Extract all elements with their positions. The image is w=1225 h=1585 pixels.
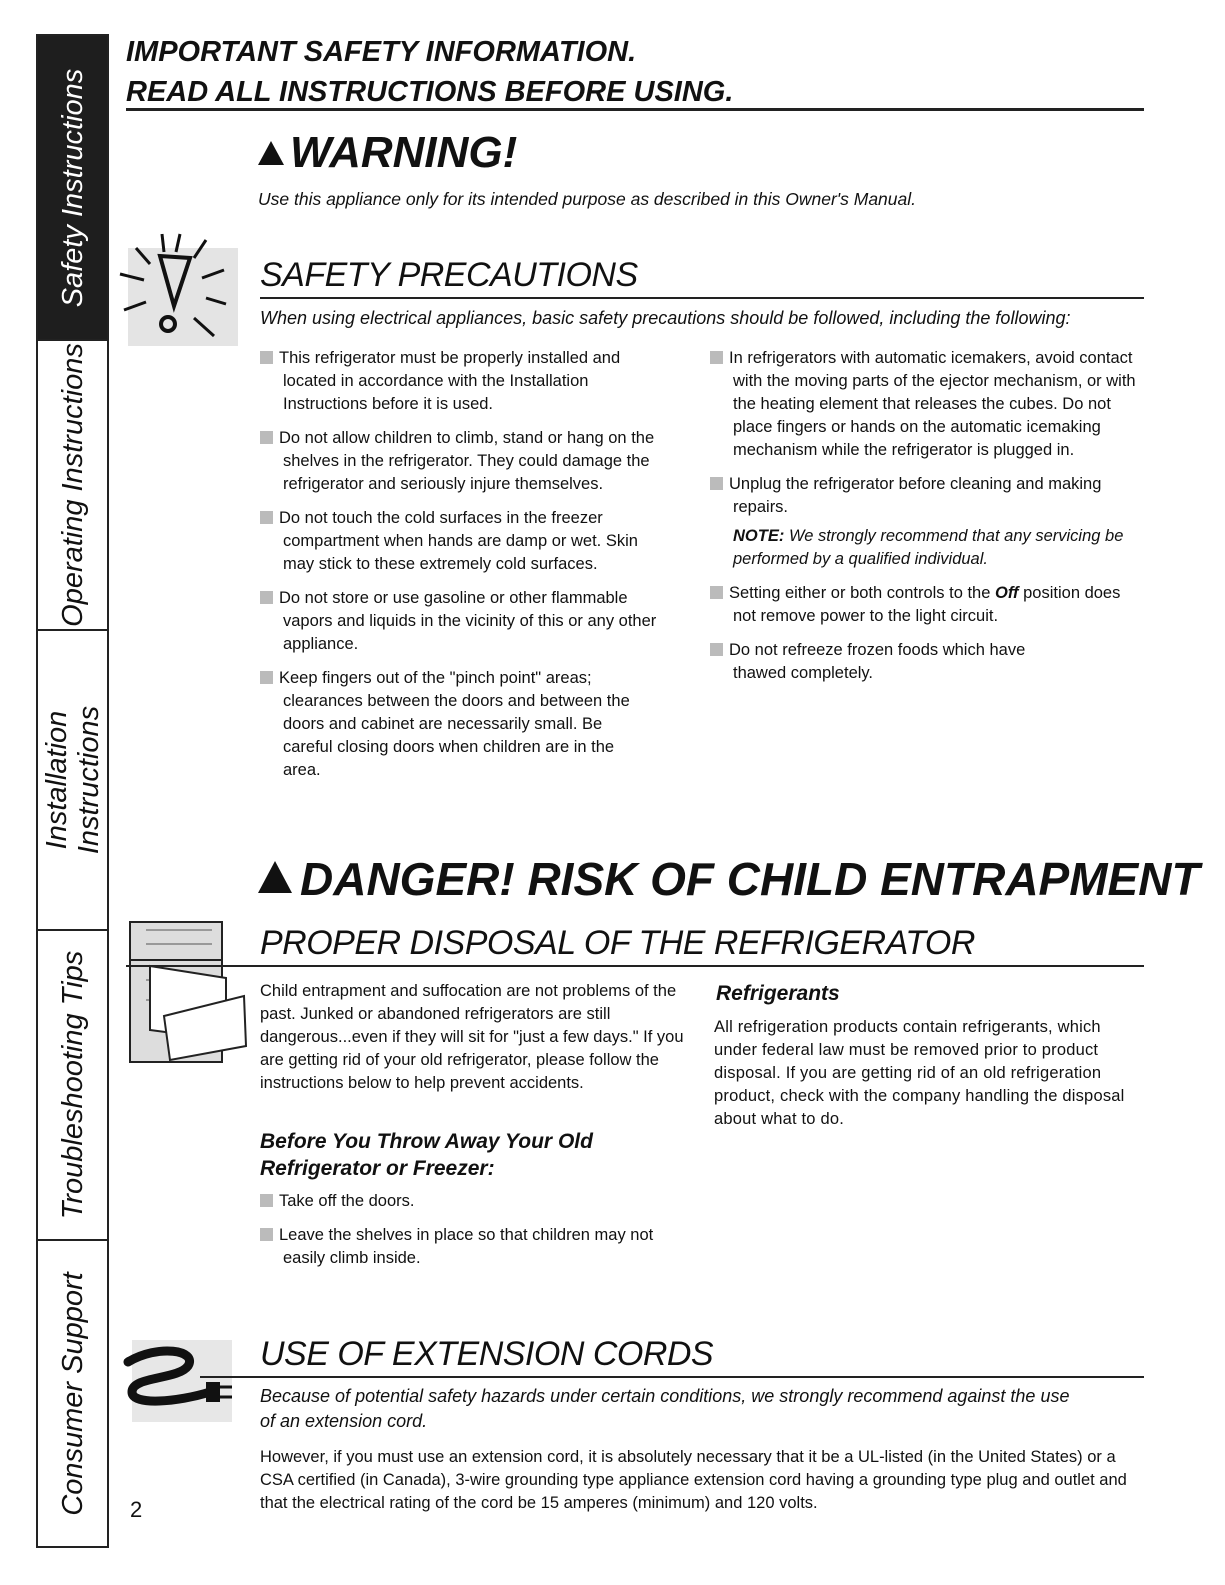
disposal-subhead: Before You Throw Away Your Old Refrigerator or Freezer: — [260, 1130, 593, 1180]
page-header — [126, 32, 733, 112]
list-item: Do not allow children to climb, stand or hang on the shelves in the refrigerator. They could damage the refrigerator and seriously injure themselves. — [260, 427, 670, 496]
item-text: position does not remove power to the light circuit. — [733, 584, 1121, 625]
list-item: This refrigerator must be properly installed and located in accordance with the Installation Instructions before it is used. — [260, 347, 670, 416]
disposal-title: PROPER DISPOSAL OF THE REFRIGERATOR — [260, 924, 975, 962]
exclamation-burst-icon — [118, 228, 248, 348]
tab-installation-instructions[interactable] — [36, 629, 109, 929]
extension-intro: Because of potential safety hazards under certain conditions, we strongly recommend against the use of an extension cord. — [260, 1386, 1070, 1431]
safety-precautions-intro: When using electrical appliances, basic safety precautions should be followed, including the following: — [260, 308, 1071, 328]
disposal-body: Child entrapment and suffocation are not problems of the past. Junked or abandoned refrigerators are still dangerous...even if they will sit for "just a few days." If you are getting rid of your old refrigerator, please follow the instructions below to help prevent accidents. — [260, 982, 684, 1092]
list-item: Take off the doors. — [260, 1190, 690, 1213]
refrigerants-title: Refrigerants — [716, 982, 840, 1005]
extension-body: However, if you must use an extension cord, it is absolutely necessary that it be a UL-listed (in the United States) or a CSA certified (in Canada), 3-wire grounding type appliance extension cord having a grounding type plug and outlet and that the electrical rating of the cord be 15 amperes (minimum) and 120 volts. — [260, 1448, 1127, 1512]
list-item: Do not refreeze frozen foods which have thawed completely. — [710, 639, 1140, 685]
list-item — [710, 582, 1140, 628]
extension-cord-icon — [118, 1336, 242, 1426]
refrigerants-body: All refrigeration products contain refrigerants, which under federal law must be removed prior to product disposal. If you are getting rid of an old refrigeration product, check with the company handling the disposal about what to do. — [714, 1018, 1125, 1128]
precautions-right-column — [710, 347, 1140, 696]
list-item: Leave the shelves in place so that children may not easily climb inside. — [260, 1224, 690, 1270]
tab-operating-instructions[interactable] — [36, 339, 109, 629]
tab-label: Installation Instructions — [40, 705, 105, 855]
tab-label: Troubleshooting Tips — [56, 950, 89, 1220]
list-item: Unplug the refrigerator before cleaning and making repairs. — [710, 473, 1140, 519]
tab-troubleshooting-tips[interactable] — [36, 929, 109, 1239]
section-rule — [260, 297, 1144, 299]
note-text: We strongly recommend that any servicing be performed by a qualified individual. — [733, 527, 1124, 568]
list-item: Keep fingers out of the "pinch point" areas; clearances between the doors and between the doors and cabinet are necessarily small. Be careful closing doors when children are in the area. — [260, 667, 670, 782]
list-item: Do not store or use gasoline or other flammable vapors and liquids in the vicinity of this or any other appliance. — [260, 587, 670, 656]
tab-consumer-support[interactable] — [36, 1239, 109, 1548]
header-rule — [126, 108, 1144, 111]
sidebar-tabs — [36, 34, 109, 1548]
tab-label: Consumer Support — [56, 1271, 89, 1516]
off-label: Off — [995, 584, 1019, 602]
note — [710, 525, 1140, 571]
warning-title: WARNING! — [290, 128, 518, 177]
item-text: Setting either or both controls to the — [729, 584, 991, 602]
header-line-2: READ ALL INSTRUCTIONS BEFORE USING. — [126, 76, 734, 108]
danger-title: DANGER! RISK OF CHILD ENTRAPMENT — [300, 853, 1200, 905]
list-item: In refrigerators with automatic icemakers, avoid contact with the moving parts of the ejector mechanism, or with the heating element that releases the cubes. Do not place fingers or hands on the automatic icemaking mechanism while the refrigerator is plugged in. — [710, 347, 1140, 462]
list-item: Do not touch the cold surfaces in the freezer compartment when hands are damp or wet. Skin may stick to these extremely cold surfaces. — [260, 507, 670, 576]
danger-heading — [258, 852, 1200, 906]
tab-safety-instructions[interactable] — [36, 34, 109, 339]
page-number: 2 — [130, 1497, 143, 1522]
safety-precautions-title: SAFETY PRECAUTIONS — [260, 256, 638, 294]
tab-label: Safety Instructions — [56, 68, 89, 307]
note-label: NOTE: — [733, 527, 785, 545]
section-rule — [126, 965, 1144, 967]
warning-triangle-icon — [258, 861, 292, 893]
warning-heading — [258, 128, 517, 178]
warning-triangle-icon — [258, 141, 284, 165]
precautions-left-column — [260, 347, 670, 793]
section-rule — [200, 1376, 1144, 1378]
tab-label: Operating Instructions — [56, 343, 89, 627]
extension-title: USE OF EXTENSION CORDS — [260, 1335, 714, 1373]
disposal-list — [260, 1190, 690, 1281]
warning-subtitle: Use this appliance only for its intended purpose as described in this Owner's Manual. — [258, 189, 917, 209]
refrigerator-illustration — [126, 920, 250, 1066]
header-line-1: IMPORTANT SAFETY INFORMATION. — [126, 36, 637, 68]
